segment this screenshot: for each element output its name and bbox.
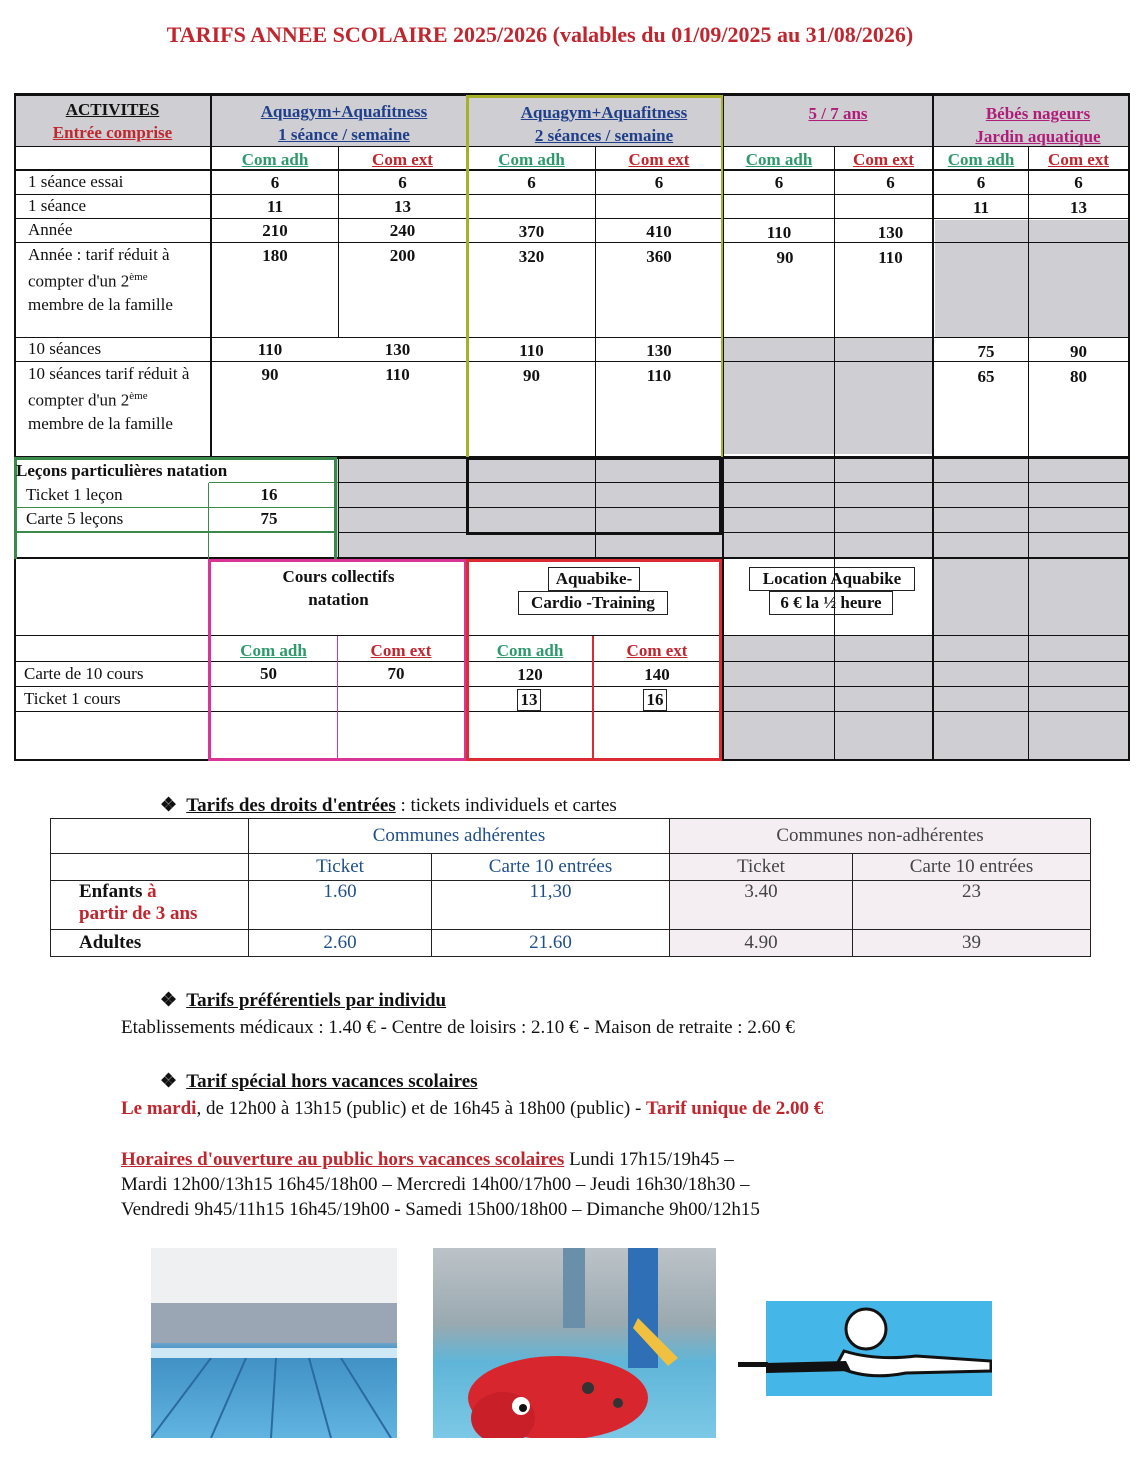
row-label: Carte de 10 cours — [24, 664, 144, 683]
cell-value: 6 — [1074, 173, 1083, 192]
cell-value: 39 — [853, 930, 1091, 957]
com-adh: Com adh — [241, 150, 309, 169]
bullet-icon: ❖ — [160, 990, 178, 1011]
cell-value: 13 — [517, 689, 541, 711]
col2-title: Aquagym+Aquafitness — [520, 103, 688, 122]
row-label: Ticket 1 cours — [24, 689, 121, 708]
bullet-icon: ❖ — [160, 1071, 178, 1092]
cell-value: 11,30 — [432, 881, 670, 930]
activites-header: ACTIVITES — [65, 100, 160, 119]
cell-value: 21.60 — [432, 930, 670, 957]
pref-text: Etablissements médicaux : 1.40 € - Centre de loisirs : 2.10 € - Maison de retraite : 2.60 € — [121, 1017, 795, 1038]
swimmer-icon — [766, 1301, 992, 1396]
location-price: 6 € la ½ heure — [769, 591, 893, 615]
cell-value: 75 — [260, 509, 278, 528]
cell-value: 6 — [398, 173, 407, 192]
cell-value: 3.40 — [670, 881, 853, 930]
cell-value: 6 — [654, 173, 664, 192]
cell-value: 13 — [1070, 198, 1087, 217]
cell-value: 1.60 — [249, 881, 432, 930]
row-label: 1 séance — [28, 196, 87, 215]
entree-comprise: Entrée comprise — [52, 123, 173, 142]
cell-value: 90 — [776, 248, 794, 267]
cell-value: 110 — [519, 341, 544, 360]
pool-toy-photo — [433, 1248, 716, 1438]
cell-value: 70 — [387, 664, 405, 683]
cell-value: 16 — [643, 689, 667, 711]
cell-value: 370 — [518, 222, 545, 241]
page-title: TARIFS ANNEE SCOLAIRE 2025/2026 (valables du 01/09/2025 au 31/08/2026) — [166, 22, 914, 47]
entries-heading: ❖ Tarifs des droits d'entrées : tickets individuels et cartes — [160, 795, 617, 816]
col2-subtitle: 2 séances / semaine — [534, 126, 674, 145]
cell-value: 11 — [266, 197, 284, 216]
pref-heading: ❖ Tarifs préférentiels par individu — [160, 990, 447, 1011]
cell-value: 65 — [977, 367, 995, 386]
col4-title: Bébés nageurs — [985, 104, 1091, 123]
cell-value: 130 — [646, 341, 672, 360]
com-adh: Com adh — [240, 641, 307, 660]
com-ext: Com ext — [628, 150, 690, 169]
cell-value: 23 — [853, 881, 1091, 930]
com-ext: Com ext — [626, 641, 688, 660]
cell-value: 80 — [1070, 367, 1087, 386]
cell-value: 130 — [384, 340, 411, 359]
cours-title: Cours collectifs — [282, 567, 395, 586]
col-ticket: Ticket — [670, 854, 853, 881]
swimmer-wave — [738, 1362, 768, 1367]
pool-lanes-icon — [151, 1248, 397, 1438]
dark-frame — [466, 457, 722, 535]
col-carte: Carte 10 entrées — [853, 854, 1091, 881]
swimmer-logo — [766, 1301, 992, 1396]
cell-value: 110 — [646, 366, 672, 385]
col1-title: Aquagym+Aquafitness — [260, 102, 428, 121]
col1-subtitle: 1 séance / semaine — [278, 125, 410, 144]
pool-photo — [151, 1248, 397, 1438]
com-adh: Com adh — [745, 150, 813, 169]
cell-value: 13 — [394, 197, 411, 216]
aquabike-subtitle: Cardio -Training — [518, 591, 668, 615]
bullet-icon: ❖ — [160, 795, 178, 816]
row-enfants: Enfants à partir de 3 ans — [51, 881, 249, 930]
cell-value: 360 — [646, 247, 672, 266]
adh-header: Communes adhérentes — [249, 819, 670, 854]
cell-value: 110 — [766, 223, 792, 242]
row-label: 10 séances — [28, 339, 102, 358]
cell-value: 110 — [878, 248, 903, 267]
cell-value: 75 — [977, 342, 995, 361]
com-ext: Com ext — [370, 641, 432, 660]
cell-value: 210 — [262, 221, 288, 240]
cell-value: 180 — [262, 246, 288, 265]
cell-value: 110 — [257, 340, 283, 359]
cell-value: 110 — [385, 365, 410, 384]
row-label-dix-reduit: 10 séances tarif réduit à compter d'un 2ème membre de la famille — [28, 364, 190, 433]
com-adh: Com adh — [496, 641, 564, 660]
location-title: Location Aquabike — [749, 567, 915, 591]
row-label-reduit: Année : tarif réduit à compter d'un 2ème membre de la famille — [28, 245, 173, 314]
cours-subtitle: natation — [308, 590, 369, 609]
cell-value: 6 — [774, 173, 784, 192]
cell-value: 50 — [260, 664, 277, 683]
cell-value: 140 — [644, 665, 670, 684]
opening-hours: Horaires d'ouverture au public hors vacances scolaires Lundi 17h15/19h45 – Mardi 12h00/13h15 16h45/18h00 – Mercredi 14h00/17h00 – Jeudi 16h30/18h30 – Vendredi 9h45/11h15 16h45/19h00 - Samedi 15h00/18h00 – Dimanche 9h00/12h15 — [121, 1149, 760, 1220]
special-text: Le mardi, de 12h00 à 13h15 (public) et de 16h45 à 18h00 (public) - Tarif unique de 2.00 € — [121, 1098, 824, 1119]
cell-value: 2.60 — [249, 930, 432, 957]
cell-value: 120 — [517, 665, 543, 684]
cell-value: 16 — [260, 485, 278, 504]
row-adultes: Adultes — [51, 930, 249, 957]
nonadh-header: Communes non-adhérentes — [670, 819, 1091, 854]
cell-value: 6 — [270, 173, 280, 192]
row-label: 1 séance essai — [28, 172, 124, 191]
com-adh: Com adh — [947, 150, 1015, 169]
cell-value: 4.90 — [670, 930, 853, 957]
com-ext: Com ext — [853, 150, 914, 169]
aquabike-title: Aquabike- — [548, 567, 640, 591]
cell-value: 90 — [523, 366, 540, 385]
ladybug-toy-icon — [433, 1248, 716, 1438]
com-ext: Com ext — [372, 150, 433, 169]
cell-value: 6 — [527, 173, 536, 192]
cell-value: 240 — [389, 221, 416, 240]
cell-value: 200 — [389, 246, 416, 265]
col3-title: 5 / 7 ans — [808, 104, 868, 123]
cell-value: 6 — [976, 173, 986, 192]
com-adh: Com adh — [498, 150, 565, 169]
col4-subtitle: Jardin aquatique — [975, 127, 1101, 146]
com-ext: Com ext — [1048, 150, 1109, 169]
row-label: Carte 5 leçons — [26, 509, 124, 528]
row-label: Ticket 1 leçon — [26, 485, 123, 504]
cell-value: 6 — [886, 173, 895, 192]
col-carte: Carte 10 entrées — [432, 854, 670, 881]
special-heading: ❖ Tarif spécial hors vacances scolaires — [160, 1071, 478, 1092]
entries-table — [50, 818, 1091, 957]
cell-value: 130 — [877, 223, 904, 242]
cell-value: 90 — [1070, 342, 1087, 361]
cell-value: 90 — [261, 365, 279, 384]
col-ticket: Ticket — [249, 854, 432, 881]
lecons-title: Leçons particulières natation — [16, 461, 228, 480]
row-label: Année — [28, 220, 73, 239]
cell-value: 11 — [972, 198, 990, 217]
cell-value: 410 — [646, 222, 672, 241]
cell-value: 320 — [518, 247, 545, 266]
